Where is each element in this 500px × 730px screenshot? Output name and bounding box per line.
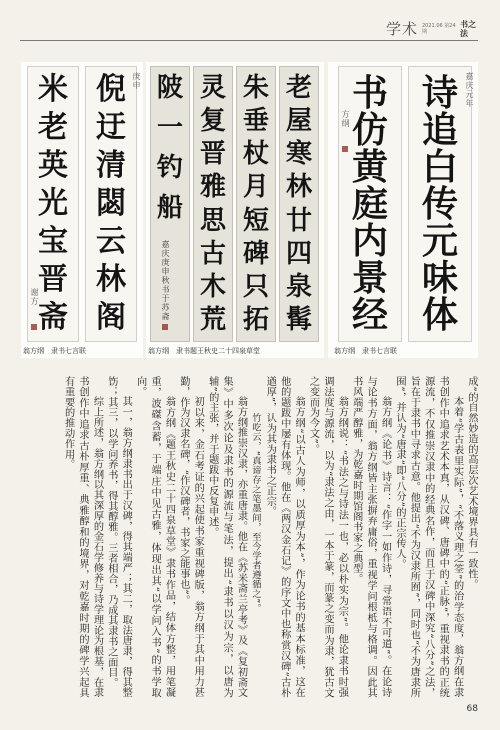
calligraphy-character: 朱 (242, 73, 269, 103)
calligraphy-character: 光 (38, 186, 68, 221)
calligraphy-character: 髯 (285, 304, 312, 335)
plate-left-couplet (21, 62, 143, 358)
inscription-date: 庚申 (132, 72, 141, 90)
seal-stamp (342, 146, 348, 152)
calligraphy-character: 老 (285, 73, 312, 103)
calligraphy-character: 碑 (242, 238, 269, 269)
plate-right-couplet (328, 62, 478, 358)
body-paragraph: 翁方纲推崇汉隶，亦重唐隶。他在《苏米斋兰亭考》及《复初斋文集》中多次论及隶书的源流与笔法，提出“隶书以汉为宗，以唐为辅”的主张，并于题跋中反复申述。 (206, 376, 247, 698)
calligraphy-character: 陂 (156, 73, 183, 103)
calligraphy-column-2 (236, 66, 276, 342)
calligraphy-character: 寒 (285, 139, 312, 170)
calligraphy-character: 云 (96, 224, 126, 259)
calligraphy-character: 迂 (96, 110, 126, 145)
calligraphy-character: 杖 (242, 139, 269, 170)
calligraphy-character: 英 (38, 148, 68, 183)
calligraphy-character: 四 (285, 238, 312, 269)
couplet-scroll-left (338, 66, 402, 342)
calligraphy-character: 仿 (351, 109, 388, 151)
calligraphy-character: 钓 (156, 153, 183, 183)
plate-caption-middle: 翁方纲 隶书题王秋史二十四泉草堂 (148, 347, 260, 355)
calligraphy-character: 宝 (38, 224, 68, 259)
calligraphy-character: 一 (156, 113, 183, 143)
calligraphy-character: 短 (242, 205, 269, 236)
calligraphy-character: 木 (199, 271, 226, 302)
calligraphy-character: 庭 (351, 183, 388, 225)
calligraphy-character: 灵 (199, 73, 226, 103)
plate-caption-left: 翁方纲 隶书七言联 (23, 347, 86, 355)
calligraphy-character: 复 (199, 106, 226, 137)
calligraphy-character: 老 (38, 110, 68, 145)
calligraphy-character: 内 (351, 220, 388, 262)
calligraphy-character: 林 (285, 172, 312, 203)
calligraphy-character: 拓 (242, 304, 269, 335)
calligraphy-character: 元 (421, 220, 458, 262)
couplet-scroll-right (408, 66, 472, 342)
body-paragraph: 翁方纲“以古人为师，以质厚为本”，作为论书的基本标准，这在他的题跋中屡有体现。他在《两汉金石记》的序文中也称赏汉碑“古朴遒厚”，认为其为隶书之正宗。 (264, 376, 305, 698)
calligraphy-column-3 (193, 66, 233, 342)
calligraphy-character: 诗 (421, 72, 458, 114)
seal-stamp (162, 324, 168, 330)
calligraphy-character: 白 (421, 146, 458, 188)
calligraphy-character: 垂 (242, 106, 269, 137)
calligraphy-character: 荒 (199, 304, 226, 335)
calligraphy-character: 黄 (351, 146, 388, 188)
calligraphy-character: 味 (421, 257, 458, 299)
body-paragraph: 初以来，金石考证的兴起使书家重视碑版，翁方纲于其中用力甚勤，作为汉隶名碑，“作汉碑者，书家之能事也”。 (177, 376, 204, 698)
calligraphy-character: 体 (421, 294, 458, 336)
journal-mark: 书之 法 (460, 19, 476, 38)
inscription-date: 嘉庆元年 (465, 72, 474, 108)
calligraphy-character: 经 (351, 294, 388, 336)
calligraphy-column-1 (279, 66, 319, 342)
calligraphy-character: 米 (38, 72, 68, 107)
calligraphy-character: 晋 (38, 262, 68, 297)
journal-brand (386, 18, 476, 39)
calligraphy-character: 閟 (96, 186, 126, 221)
calligraphy-character: 廿 (285, 205, 312, 236)
calligraphy-character: 屋 (285, 106, 312, 137)
page-header (0, 0, 500, 56)
calligraphy-character: 月 (242, 172, 269, 203)
body-paragraph: 其一，翁方纲隶书出于汉碑，得其端严；其二，取法唐隶，得其整饬；其三，以学问养书，得其醇雅。三者相合，乃成其隶书之面目。 (105, 376, 132, 698)
plate-caption-right: 翁方纲 隶书七言联 (334, 347, 397, 355)
body-paragraph: 综上所述，翁方纲以其深厚的金石学修养与诗学理论为根基，在隶书创作中追求古朴厚重、典雅醇和的境界，对乾嘉时期的碑学兴起具有重要的推动作用。 (62, 376, 103, 698)
body-paragraph: 翁方纲《题王秋史二十四泉草堂》隶书作品，结体方整，用笔凝重，波磔含蓄，于端庄中见古雅，体现出其“以学问入书”的书学取向。 (134, 376, 175, 698)
calligraphy-character: 晋 (199, 139, 226, 170)
journal-section-title: 学术 (385, 20, 418, 38)
body-paragraph: 成”的自然妙造的高层次艺术境界具有一致性。 (466, 376, 477, 590)
calligraphy-character: 古 (199, 238, 226, 269)
calligraphy-character: 斋 (38, 300, 68, 335)
body-paragraph: 本着“学古表里实际”，“不落义理之筌”的治学态度，翁方纲在隶书创作中追求艺术本真，从汉碑、唐碑中的“正脉”，重视隶书的正统源流，不仅推崇汉隶中的经典名作，而且于汉碑中深究“八分”之法，旨在于隶书中寻求古意。他提出“不为汉隶所囿”，同时也“不为唐隶所囿”，并认为“唐隶”即“八分”的正宗传人。 (393, 376, 463, 698)
page-number: 68 (466, 704, 478, 714)
journal-issue: 2021.06 第24期 (422, 22, 456, 35)
calligraphy-character: 泉 (285, 271, 312, 302)
calligraphy-character: 传 (421, 183, 458, 225)
calligraphy-character: 倪 (96, 72, 126, 107)
calligraphy-character: 书 (351, 72, 388, 114)
article-body (21, 376, 478, 698)
inscription-signature: 方纲 (341, 110, 350, 128)
plate-middle-calligraphy (146, 62, 324, 358)
calligraphy-character: 船 (156, 193, 183, 223)
couplet-scroll-right (85, 66, 137, 342)
calligraphy-character: 雅 (199, 172, 226, 203)
calligraphy-character: 景 (351, 257, 388, 299)
header-rule (20, 40, 478, 41)
inscription-signature: 谢方 (30, 288, 39, 306)
seal-stamp (31, 324, 37, 330)
calligraphy-character: 追 (421, 109, 458, 151)
body-paragraph: 翁方纲说：“书法之与诗法一也，必以朴实为宗”。他论隶书时强调法度与源流，以为“隶法之由，一本于篆，而篆之变而为隶，犹古文之变而为今文”。 (307, 376, 348, 698)
body-paragraph: 竹吃云，“真谛存之笔墨间，至今学者遵循之”。 (249, 413, 261, 614)
calligraphy-character: 阁 (96, 300, 126, 335)
body-paragraph: 翁方纲《论书》诗言：“作字一如作诗，寻常语不可道”。在论诗与论书方面，翁方纲皆主张摒弃庸俗，重视学问根柢与格调。因此其书风端严醇雅，为乾嘉时期馆阁书家之典型。 (350, 376, 391, 698)
inscription-colophon: 嘉庆庚申秋书于苏斋 (161, 240, 170, 321)
calligraphy-character: 清 (96, 148, 126, 183)
calligraphy-character: 思 (199, 205, 226, 236)
calligraphy-character: 林 (96, 262, 126, 297)
calligraphy-character: 只 (242, 271, 269, 302)
